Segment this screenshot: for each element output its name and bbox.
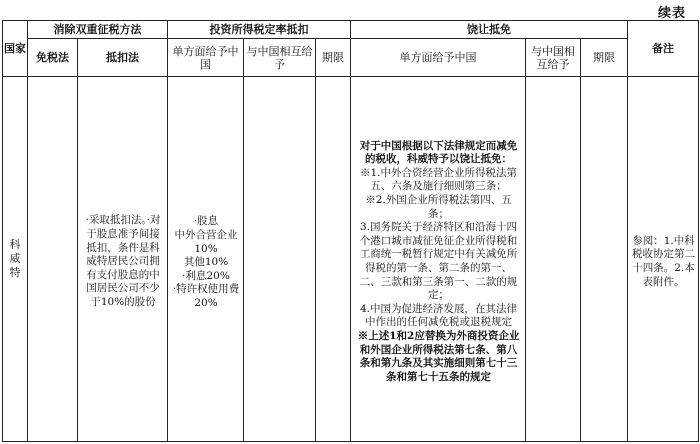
sparing-mutual-cell xyxy=(526,77,581,442)
sparing-item: 4.中国为促进经济发展，在其法律中作出的任何减免税或退税规定 xyxy=(360,302,518,329)
remarks-header: 备注 xyxy=(628,21,699,77)
credit-method-header: 抵扣法 xyxy=(78,39,168,77)
sparing-mutual-text xyxy=(526,257,580,261)
rate-mutual-text xyxy=(244,257,315,261)
rate-item: ·特许权使用费20% xyxy=(172,283,240,309)
sparing-term-cell xyxy=(581,77,628,442)
exemption-text xyxy=(28,257,77,261)
country-header: 国家 xyxy=(3,21,28,77)
elimination-methods-header: 消除双重征税方法 xyxy=(28,21,168,39)
rate-unilateral-header: 单方面给予中国 xyxy=(168,39,244,77)
sparing-mutual-header: 与中国相互给予 xyxy=(526,39,581,77)
country-name: 科威特 xyxy=(9,238,21,279)
rate-term-text xyxy=(316,257,350,261)
rate-item: 中外合营企业10% xyxy=(174,229,238,255)
rate-item: 其他10% xyxy=(183,256,229,269)
sparing-item: ※2.外国企业所得税法第四、五条； xyxy=(365,194,512,220)
sparing-item: 3.国务院关于经济特区和沿海十四个港口城市减征免征企业所得税和工商统一税暂行规定中有关减免所得税的第一条、第二条的第一、二、三款和第三条第一、二款的规定； xyxy=(359,221,518,302)
rate-term-header: 期限 xyxy=(316,39,351,77)
rate-mutual-header: 与中国相互给予 xyxy=(244,39,316,77)
sparing-item: 对于中国根据以下法律规定而减免的税收，科威特予以饶让抵免： xyxy=(359,139,518,166)
exemption-cell xyxy=(28,77,78,442)
country-cell xyxy=(3,77,28,442)
remarks-cell xyxy=(628,77,699,442)
rate-item: ·股息 xyxy=(193,215,219,228)
credit-method-text: ·采取抵扣法。·对于股息准予间接抵扣，条件是科威特居民公司拥有支付股息的中国居民公司不少于10%的股份 xyxy=(85,214,161,308)
investment-income-rate-credit-header: 投资所得税定率抵扣 xyxy=(168,21,351,39)
credit-method-cell xyxy=(78,77,168,442)
sparing-unilateral-cell xyxy=(351,77,526,442)
sparing-unilateral-header: 单方面给予中国 xyxy=(351,39,526,77)
sparing-item: ※1.中外合资经营企业所得税法第五、六条及施行细则第三条； xyxy=(360,166,518,193)
sparing-term-text xyxy=(581,257,627,261)
exemption-header: 免税法 xyxy=(28,39,78,77)
rate-unilateral-cell xyxy=(168,77,244,442)
sparing-term-header: 期限 xyxy=(581,39,628,77)
tax-treaty-table xyxy=(2,20,699,442)
rate-mutual-cell xyxy=(244,77,316,442)
sparing-item: ※上述1和2应替换为外商投资企业和外国企业所得税法第七条、第八条和第九条及其实施细则第七十三条和第七十五条的规定 xyxy=(357,329,520,383)
tax-sparing-credit-header: 饶让抵免 xyxy=(351,21,628,39)
rate-item: ·利息20% xyxy=(182,269,230,282)
remarks-text: 参阅：1.中科税收协定第二十四条。2.本表附件。 xyxy=(632,234,696,288)
rate-term-cell xyxy=(316,77,351,442)
continued-label: 续表 xyxy=(657,6,686,21)
